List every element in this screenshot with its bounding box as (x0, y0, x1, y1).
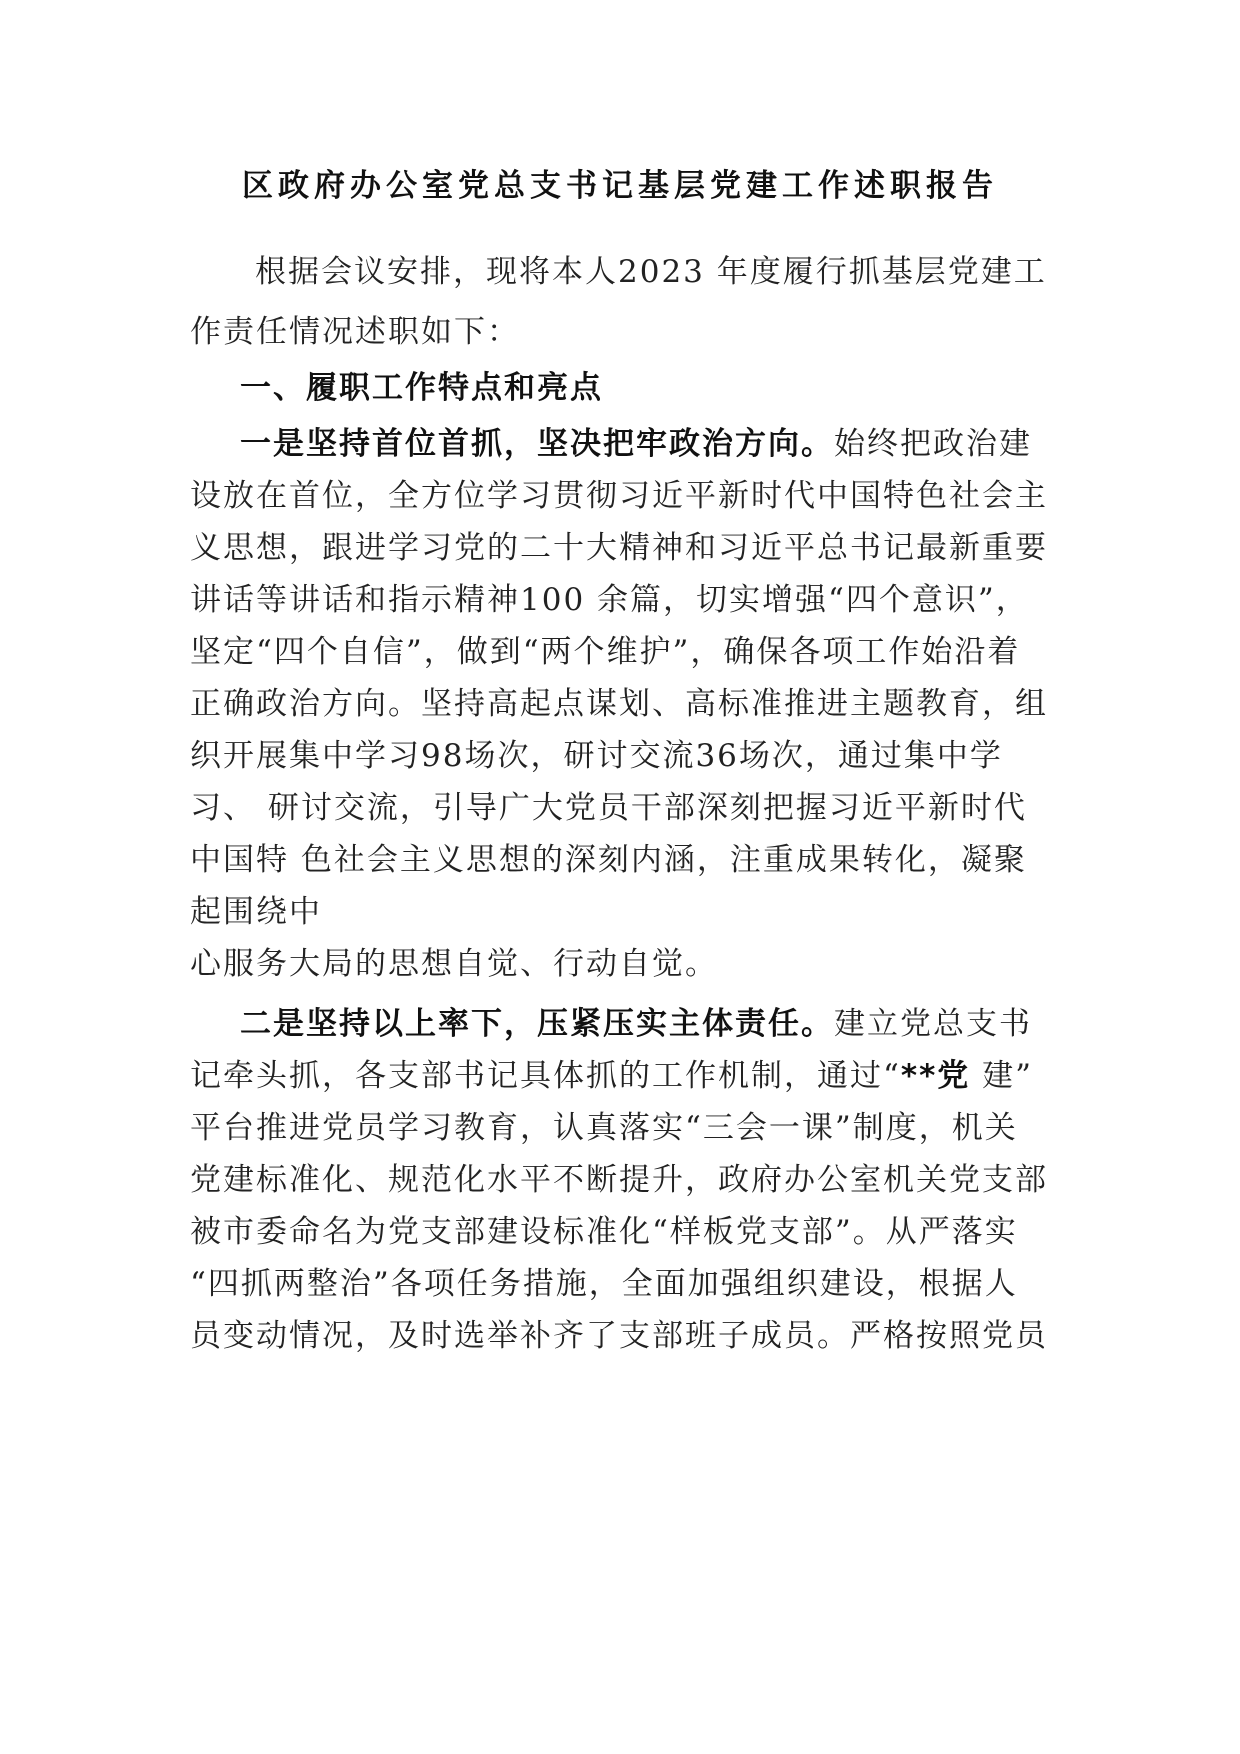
para2-line-7: 员变动情况，及时选举补齐了支部班子成员。严格按照党员 (190, 1318, 1048, 1354)
para2-line-6: “四抓两整治”各项任务措施，全面加强组织建设，根据人 (190, 1266, 1018, 1302)
para1-line-2: 设放在首位，全方位学习贯彻习近平新时代中国特色社会主 (190, 478, 1048, 514)
para1-line-1-rest: 始终把政治建 (834, 426, 1032, 462)
para1-line-7: 织开展集中学习98场次，研讨交流36场次，通过集中学 (190, 738, 1003, 774)
para1-line-4: 讲话等讲话和指示精神100 余篇，切实增强“四个意识”， (190, 582, 1029, 618)
para2-line-3: 平台推进党员学习教育，认真落实“三会一课”制度，机关 (190, 1110, 1018, 1146)
para1-line-3: 义思想，跟进学习党的二十大精神和习近平总书记最新重要 (190, 530, 1048, 566)
para1-line-8: 习、 研讨交流，引导广大党员干部深刻把握习近平新时代 (190, 790, 1027, 826)
para1-line-5: 坚定“四个自信”，做到“两个维护”，确保各项工作始沿着 (190, 634, 1021, 670)
para2-line-1-rest: 建立党总支书 (834, 1006, 1032, 1042)
para2-line-2-post: 建” (970, 1058, 1033, 1094)
para1-line-10: 起围绕中 (190, 894, 322, 930)
para2-line-1 (240, 1004, 1032, 1044)
para1-line-6: 正确政治方向。坚持高起点谋划、高标准推进主题教育，组 (190, 686, 1048, 722)
platform-name: **党 (900, 1058, 971, 1094)
para1-line-11: 心服务大局的思想自觉、行动自觉。 (190, 946, 718, 982)
para1-line-9: 中国特 色社会主义思想的深刻内涵，注重成果转化，凝聚 (190, 842, 1027, 878)
para2-lead: 二是坚持以上率下，压紧压实主体责任。 (240, 1006, 834, 1042)
para1-line-1 (240, 424, 1032, 464)
document-title: 区政府办公室党总支书记基层党建工作述职报告 (242, 168, 998, 204)
section-heading-1: 一、履职工作特点和亮点 (240, 370, 603, 406)
intro-line-1: 根据会议安排，现将本人2023 年度履行抓基层党建工 (255, 254, 1047, 290)
para2-line-2 (190, 1056, 1033, 1096)
para1-lead: 一是坚持首位首抓，坚决把牢政治方向。 (240, 426, 834, 462)
para2-line-5: 被市委命名为党支部建设标准化“样板党支部”。从严落实 (190, 1214, 1018, 1250)
intro-line-2: 作责任情况述职如下： (190, 314, 520, 350)
para2-line-4: 党建标准化、规范化水平不断提升，政府办公室机关党支部 (190, 1162, 1048, 1198)
para2-line-2-pre: 记牵头抓，各支部书记具体抓的工作机制，通过“ (190, 1058, 901, 1094)
